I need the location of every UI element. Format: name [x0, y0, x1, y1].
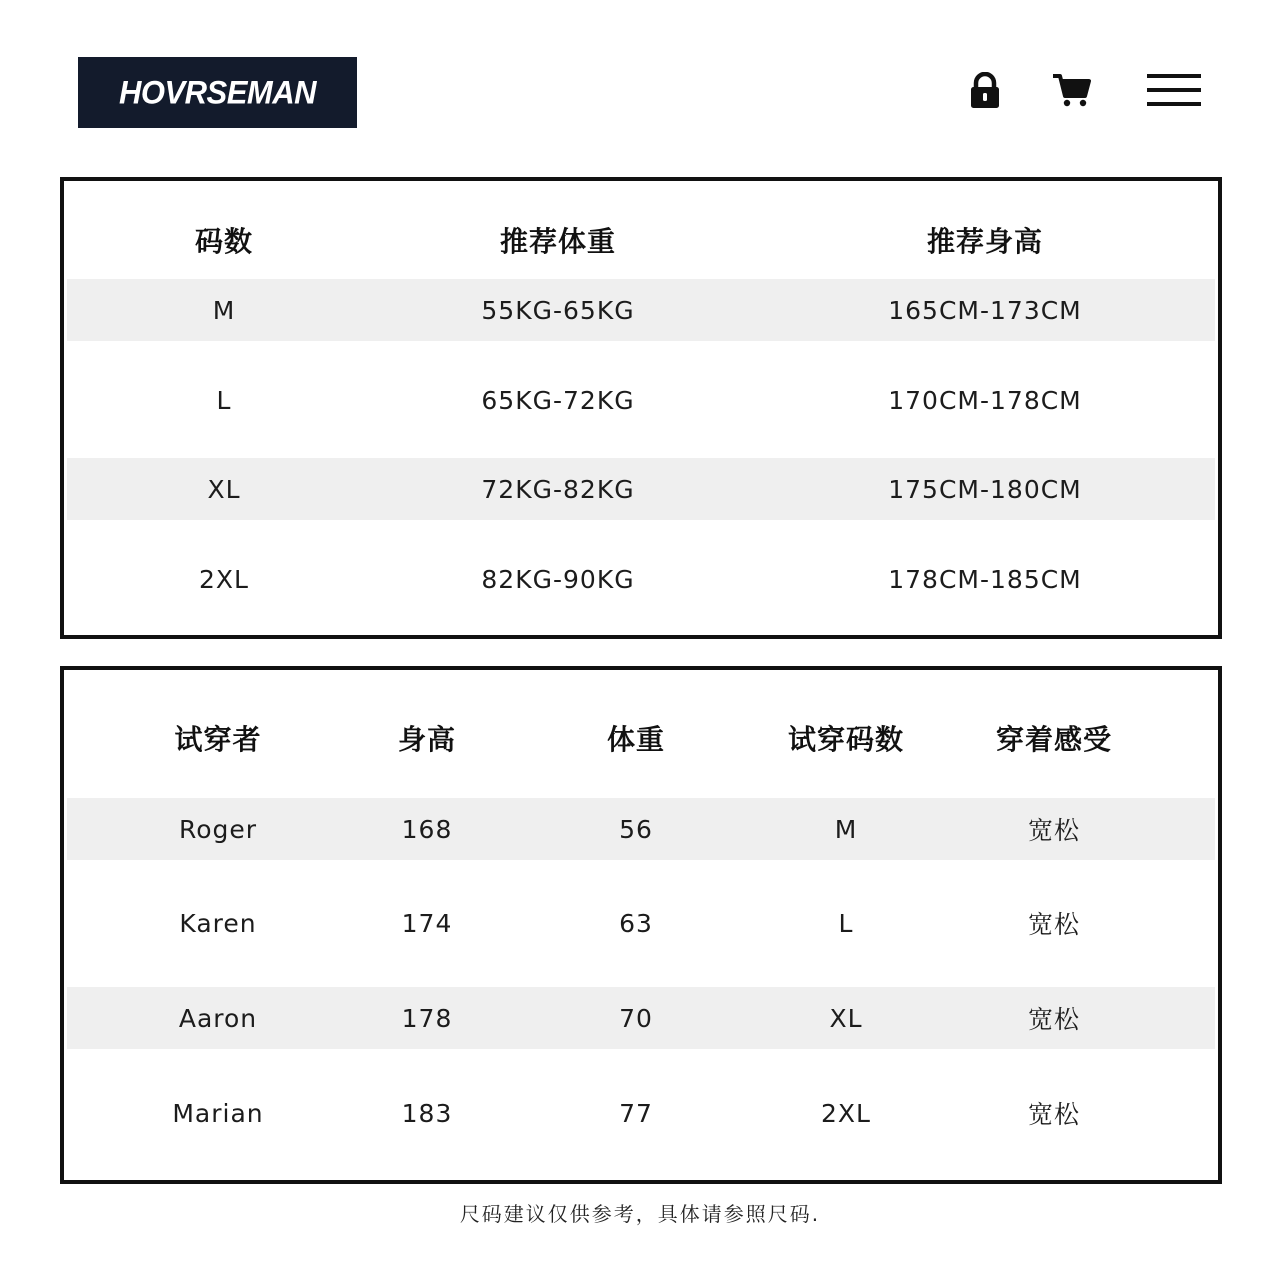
weight-cell: 77 — [619, 1098, 653, 1128]
fit-cell: 宽松 — [1027, 816, 1081, 845]
height-cell: 168 — [401, 814, 453, 844]
tester-cell: Roger — [178, 814, 258, 844]
size-cell: M — [834, 814, 858, 844]
height-cell: 175CM-180CM — [888, 474, 1082, 504]
header-weight: 推荐体重 — [499, 225, 617, 258]
table-row — [67, 279, 1215, 341]
height-cell: 174 — [401, 908, 453, 938]
size-cell: L — [838, 908, 854, 938]
size-cell: M — [212, 295, 236, 325]
table-header-row — [67, 209, 1215, 271]
header-tester: 试穿者 — [174, 723, 262, 756]
weight-cell: 72KG-82KG — [481, 474, 635, 504]
size-cell: L — [216, 385, 232, 415]
tester-cell: Karen — [179, 908, 257, 938]
weight-cell: 82KG-90KG — [481, 564, 635, 594]
height-cell: 165CM-173CM — [888, 295, 1082, 325]
size-cell: 2XL — [821, 1098, 871, 1128]
header-actions — [960, 60, 1210, 122]
height-cell: 183 — [401, 1098, 453, 1128]
brand-logo[interactable] — [78, 57, 357, 128]
header-size: 码数 — [194, 225, 254, 258]
cart-icon[interactable] — [1052, 72, 1092, 112]
weight-cell: 65KG-72KG — [481, 385, 635, 415]
header-fit-feeling: 穿着感受 — [995, 723, 1113, 756]
size-disclaimer: 尺码建议仅供参考，具体请参照尺码. — [459, 1202, 821, 1226]
header-height: 身高 — [397, 723, 457, 756]
tester-cell: Aaron — [178, 1003, 258, 1033]
size-cell: XL — [207, 474, 241, 504]
table-row — [67, 892, 1215, 954]
table-header-row — [67, 707, 1215, 769]
fit-cell: 宽松 — [1027, 1100, 1081, 1129]
size-cell: 2XL — [199, 564, 249, 594]
header-size-tried: 试穿码数 — [787, 723, 905, 756]
height-cell: 178 — [401, 1003, 453, 1033]
weight-cell: 70 — [619, 1003, 653, 1033]
tester-cell: Marian — [172, 1098, 264, 1128]
table-row — [67, 987, 1215, 1049]
weight-cell: 56 — [619, 814, 653, 844]
lock-icon[interactable] — [968, 72, 1002, 114]
fit-chart-table — [60, 666, 1222, 1184]
fit-cell: 宽松 — [1027, 1005, 1081, 1034]
height-cell: 178CM-185CM — [888, 564, 1082, 594]
size-cell: XL — [829, 1003, 863, 1033]
size-chart-table — [60, 177, 1222, 639]
menu-icon[interactable] — [1146, 72, 1202, 112]
height-cell: 170CM-178CM — [888, 385, 1082, 415]
table-row — [67, 458, 1215, 520]
weight-cell: 63 — [619, 908, 653, 938]
table-row — [67, 1082, 1215, 1144]
header-height: 推荐身高 — [926, 225, 1044, 258]
weight-cell: 55KG-65KG — [481, 295, 635, 325]
table-row — [67, 798, 1215, 860]
table-row — [67, 548, 1215, 610]
brand-logo-text: HOVRSEMAN — [118, 73, 316, 111]
fit-cell: 宽松 — [1027, 910, 1081, 939]
table-row — [67, 369, 1215, 431]
header-weight: 体重 — [606, 723, 666, 756]
